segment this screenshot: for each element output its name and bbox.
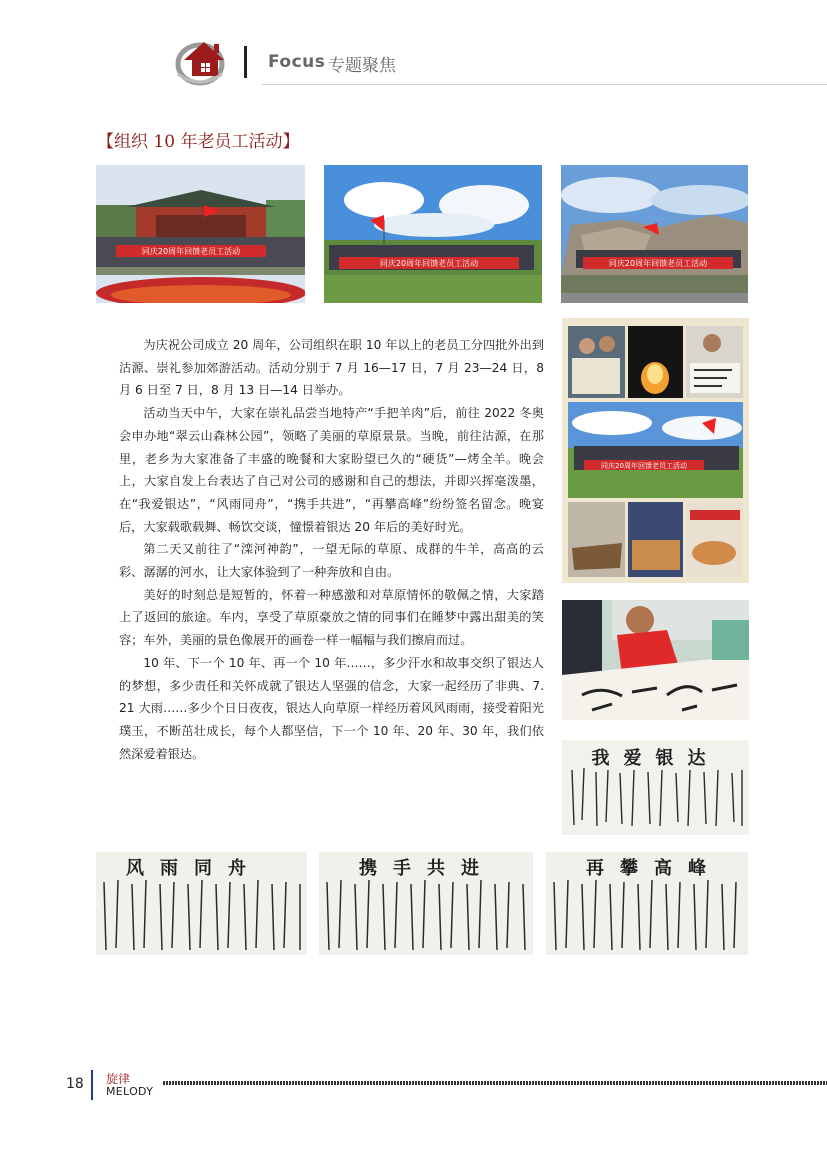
header-section-cn: 专题聚焦 — [328, 56, 396, 76]
rock-banner-text: 同庆20周年回馈老员工活动 — [608, 259, 708, 268]
gate-banner-text: 同庆20周年回馈老员工活动 — [141, 247, 241, 256]
slogan-text: 携手共进 — [359, 858, 495, 879]
article-paragraph: 美好的时刻总是短暂的，怀着一种感激和对草原情怀的敬佩之情，大家踏上了返回的旅途。车内，享受了草原豪放之情的同事们在睡梦中露出甜美的笑容；车外，美丽的景色像展开的画卷一样一幅幅与我们擦肩而过。 — [119, 587, 544, 648]
photo-rock-group — [561, 165, 748, 303]
footer-dotted-rule — [163, 1081, 827, 1085]
slogan-text: 我爱银达 — [591, 748, 720, 769]
photo-collage — [562, 318, 749, 583]
article-body — [119, 334, 544, 765]
magazine-name-en: MELODY — [106, 1085, 154, 1098]
photo-grassland-group — [324, 165, 542, 303]
footer-divider — [91, 1070, 93, 1100]
field-banner-text: 同庆20周年回馈老员工活动 — [379, 259, 479, 268]
calligraphy-banner-1 — [562, 740, 749, 835]
header-rule — [262, 84, 827, 85]
article-paragraph: 第二天又前往了“滦河神韵”，一望无际的草原、成群的牛羊，高高的云彩、潺潺的河水，让大家体验到了一种奔放和自由。 — [119, 542, 544, 580]
page-number: 18 — [66, 1076, 84, 1092]
slogan-text: 再攀高峰 — [586, 858, 722, 879]
calligraphy-banner-3 — [319, 852, 533, 955]
slogan-chars — [562, 744, 749, 770]
photo-temple-gate-group — [96, 165, 305, 303]
slogan-text: 风雨同舟 — [126, 858, 262, 879]
header-divider — [244, 46, 247, 78]
article-paragraph: 活动当天中午，大家在崇礼品尝当地特产“手把羊肉”后，前往 2022 冬奥会申办地“翠云山森林公园”，领略了美丽的草原景景。当晚，前往沽源，在那里，老乡为大家准备了丰盛的晚餐和大家盼望已久的“硬货”—烤全羊。晚会上，大家自发上台表达了自己对公司的感谢和自己的想法，并即兴挥毫泼墨，在“我爱银达”，“风雨同舟”，“携手共进”，“再攀高峰”纷纷签名留念。晚宴后，大家载歌载舞、畅饮交谈，憧憬着银达 20 年后的美好时光。 — [119, 406, 544, 534]
header-section-en: Focus — [268, 52, 326, 72]
section-title: 【组织 10 年老员工活动】 — [97, 132, 300, 152]
magazine-logo — [170, 30, 232, 88]
article-paragraph: 10 年、下一个 10 年、再一个 10 年……，多少汗水和故事交织了银达人的梦想，多少责任和关怀成就了银达人坚强的信念，大家一起经历了非典、7. 21 大雨……多少个日日夜夜，银达人向草原一样经历着风风雨雨，接受着阳光璞玉，不断茁壮成长，每个人都坚信，下一个 10 年、20 年、30 年，我们依然深爱着银达。 — [119, 655, 544, 761]
collage-banner-text: 同庆20周年回馈老员工活动 — [601, 462, 687, 470]
photo-writing-calligraphy — [562, 600, 749, 720]
calligraphy-banner-2 — [96, 852, 307, 955]
article-paragraph: 为庆祝公司成立 20 周年，公司组织在职 10 年以上的老员工分四批外出到沽源、崇礼参加郊游活动。活动分别于 7 月 16—17 日，7 月 23—24 日，8 月 6 日至 7 日，8 月 13 日—14 日举办。 — [119, 338, 544, 398]
calligraphy-banner-4 — [546, 852, 748, 955]
magazine-name-cn: 旋律 — [106, 1072, 131, 1086]
